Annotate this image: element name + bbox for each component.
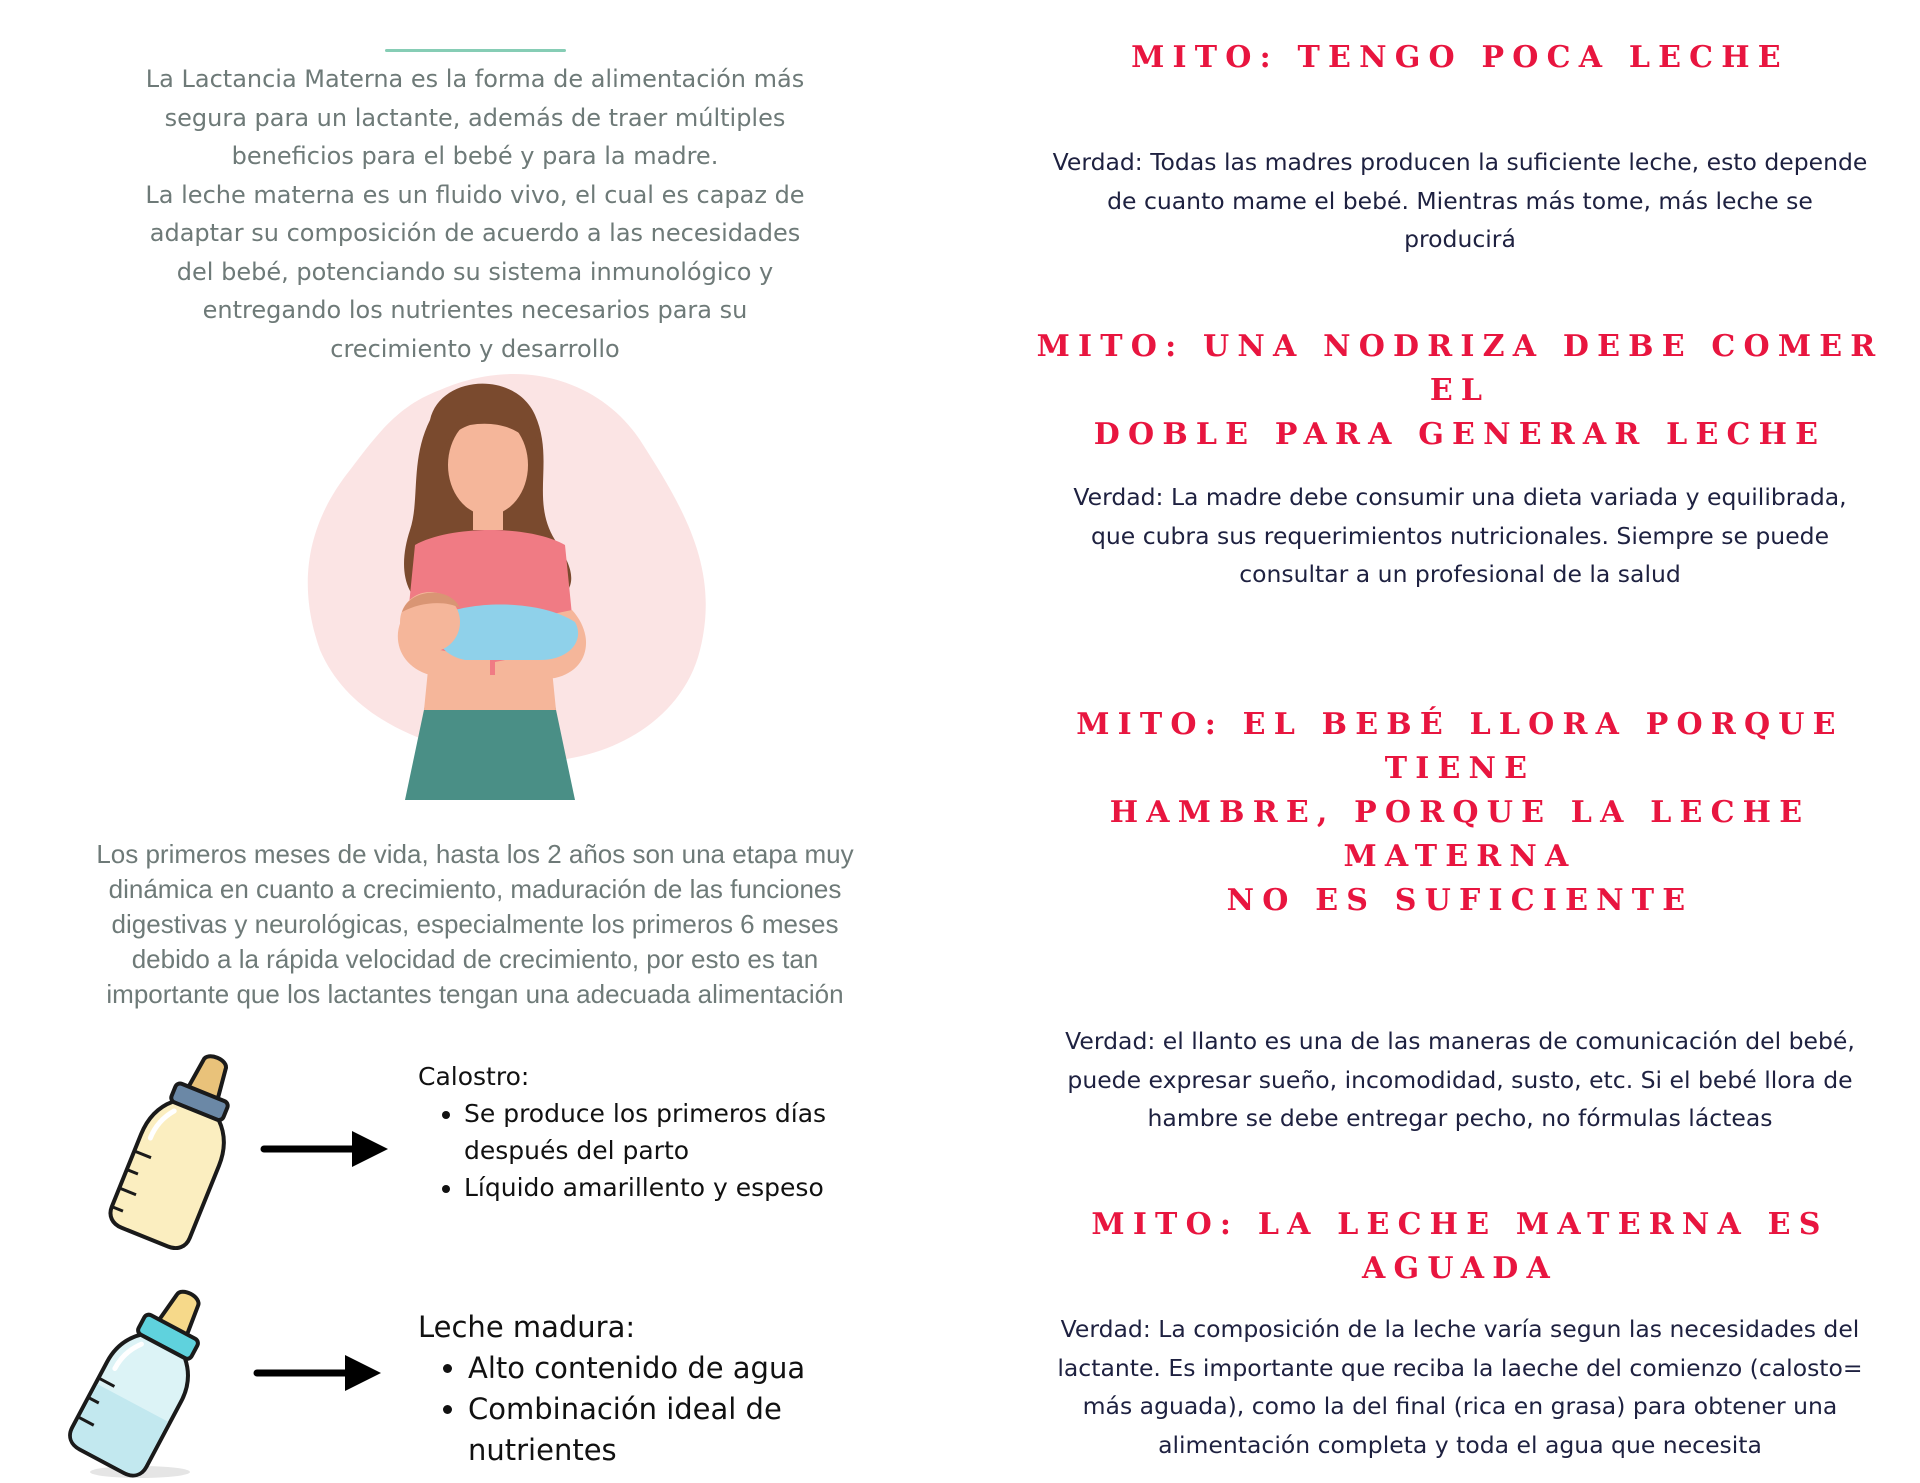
colostrum-bottle-icon [100,1050,260,1250]
myth-title-line: DOBLE PARA GENERAR LECHE [1093,417,1827,452]
development-line: digestivas y neurológicas, especialmente los primeros 6 meses [111,909,839,939]
intro-line: La Lactancia Materna es la forma de alimentación más [145,65,805,93]
list-item: • Alto contenido de agua [468,1348,938,1389]
breastfeeding-mother-illustration [290,360,730,800]
myth-title-line: HAMBRE, PORQUE LA LECHE MATERNA [1109,795,1811,874]
mature-milk-list [418,1348,938,1471]
arrow-right-icon [253,1351,385,1395]
truth-line: producirá [1404,225,1516,253]
mature-milk-heading: Leche madura: [418,1310,636,1344]
intro-paragraph [110,60,840,368]
list-item: • Se produce los primeros días después del parto [464,1095,878,1169]
truth-line: Verdad: La composición de la leche varía segun las necesidades del [1060,1315,1860,1343]
myth-4-title [1020,1203,1900,1291]
myth-3-truth [1020,1022,1900,1138]
intro-line: La leche materna es un fluido vivo, el cual es capaz de [145,180,805,209]
list-item: • Combinación ideal de nutrientes [468,1389,938,1471]
truth-line: lactante. Es importante que reciba la laeche del comienzo (calosto= [1057,1353,1863,1382]
myth-title-line: MITO: EL BEBÉ LLORA PORQUE TIENE [1076,707,1844,786]
myth-4-truth [1020,1310,1900,1464]
truth-line: más aguada), como la del final (rica en grasa) para obtener una [1082,1392,1838,1420]
myth-title-line: MITO: TENGO POCA LECHE [1131,40,1789,75]
truth-line: Verdad: Todas las madres producen la suficiente leche, esto depende [1052,148,1868,176]
development-line: dinámica en cuanto a crecimiento, maduración de las funciones [108,874,842,904]
myth-title-line: NO ES SUFICIENTE [1226,883,1694,918]
intro-line: crecimiento y desarrollo [330,334,620,363]
colostrum-heading: Calostro: [418,1062,530,1091]
mature-milk-bottle-icon [65,1280,225,1480]
arrow-right-icon [260,1127,392,1171]
development-paragraph [70,837,880,1012]
truth-line: Verdad: el llanto es una de las maneras de comunicación del bebé, [1065,1027,1855,1055]
intro-line: entregando los nutrientes necesarios para su [202,296,748,324]
mature-milk-info [418,1307,938,1471]
accent-rule [385,49,566,52]
truth-line: puede expresar sueño, incomodidad, susto, etc. Si el bebé llora de [1067,1065,1853,1094]
development-line: Los primeros meses de vida, hasta los 2 años son una etapa muy [96,839,854,869]
myth-2-title [1020,325,1900,457]
colostrum-info [418,1058,878,1206]
myth-2-truth [1020,478,1900,594]
truth-line: hambre se debe entregar pecho, no fórmulas lácteas [1147,1104,1773,1132]
intro-line: segura para un lactante, además de traer múltiples [164,103,786,132]
truth-line: de cuanto mame el bebé. Mientras más tome, más leche se [1107,186,1813,215]
myth-title-line: MITO: UNA NODRIZA DEBE COMER EL [1036,329,1884,408]
intro-line: del bebé, potenciando su sistema inmunológico y [176,257,774,286]
intro-line: adaptar su composición de acuerdo a las necesidades [149,219,801,247]
truth-line: consultar a un profesional de la salud [1239,560,1681,588]
intro-line: beneficios para el bebé y para la madre. [231,142,719,170]
myth-3-title [1020,703,1900,923]
myth-1-title [1020,36,1900,80]
truth-line: que cubra sus requerimientos nutricionales. Siempre se puede [1090,521,1830,550]
development-line: debido a la rápida velocidad de crecimiento, por esto es tan [131,944,819,974]
colostrum-list [418,1095,878,1206]
skirt [405,698,575,801]
myth-1-truth [1020,143,1900,259]
truth-line: Verdad: La madre debe consumir una dieta variada y equilibrada, [1073,483,1847,511]
list-item: • Líquido amarillento y espeso [464,1169,878,1206]
myth-title-line: MITO: LA LECHE MATERNA ES AGUADA [1091,1207,1829,1286]
truth-line: alimentación completa y toda el agua que necesita [1158,1430,1762,1459]
development-line: importante que los lactantes tengan una adecuada alimentación [106,979,844,1009]
